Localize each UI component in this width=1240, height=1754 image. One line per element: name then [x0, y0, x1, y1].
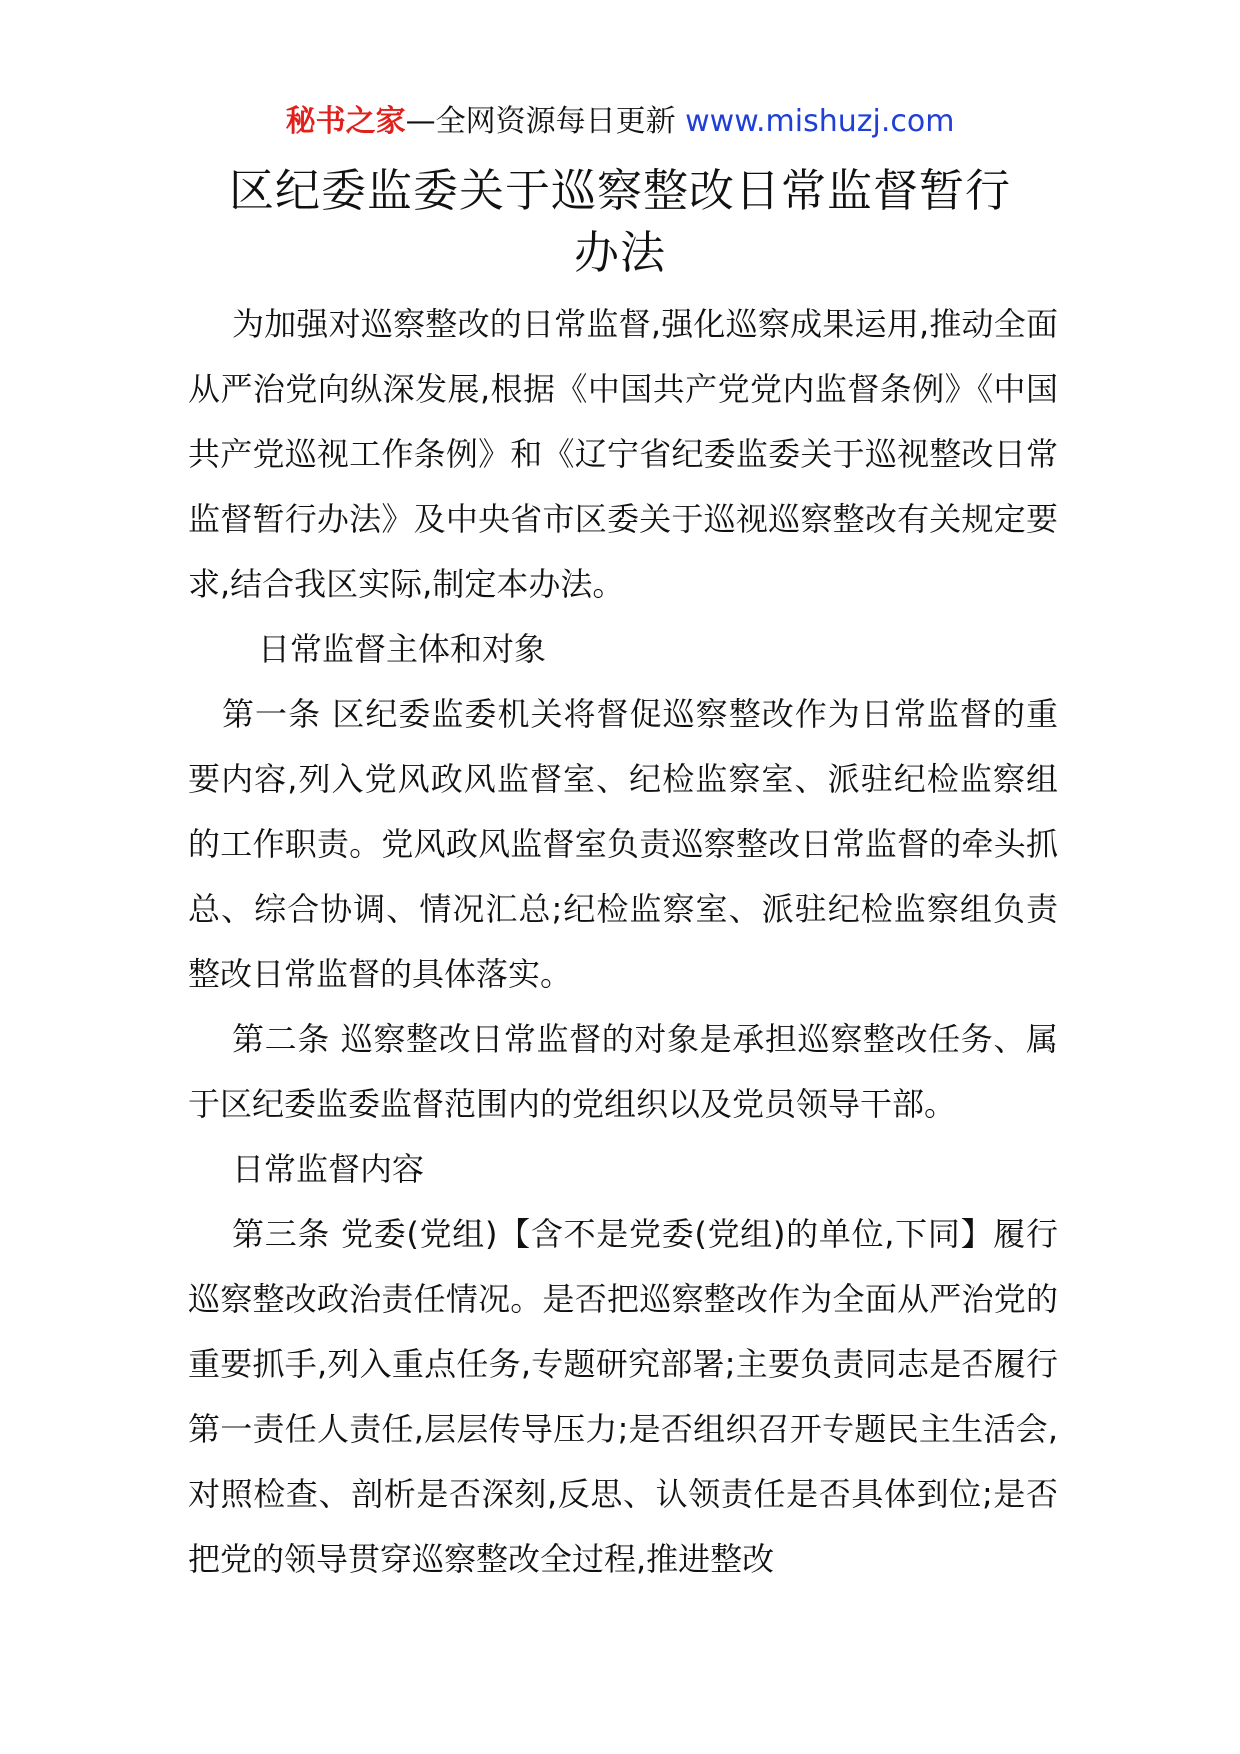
brand-name: 秘书之家	[285, 104, 406, 139]
site-url[interactable]: www.mishuzj.com	[685, 104, 955, 139]
section-heading-subject: 日常监督主体和对象	[258, 630, 547, 668]
document-body	[188, 292, 1058, 1592]
header-tagline: —全网资源每日更新	[405, 104, 676, 139]
article-3: 第三条 党委(党组)【含不是党委(党组)的单位,下同】履行巡察整改政治责任情况。是否把巡察整改作为全面从严治党的重要抓手,列入重点任务,专题研究部署;主要负责同志是否履行第一责任人责任,层层传导压力;是否组织召开专题民主生活会,对照检查、剖析是否深刻,反思、认领责任是否具体到位;是否把党的领导贯穿巡察整改全过程,推进整改	[188, 1215, 1058, 1578]
article-1: 第一条 区纪委监委机关将督促巡察整改作为日常监督的重要内容,列入党风政风监督室、纪检监察室、派驻纪检监察组的工作职责。党风政风监督室负责巡察整改日常监督的牵头抓总、综合协调、情况汇总;纪检监察室、派驻纪检监察组负责整改日常监督的具体落实。	[188, 695, 1058, 993]
title-line-2: 办法	[573, 226, 666, 279]
site-header	[0, 100, 1240, 144]
intro-paragraph: 为加强对巡察整改的日常监督,强化巡察成果运用,推动全面从严治党向纵深发展,根据《中国共产党党内监督条例》《中国共产党巡视工作条例》和《辽宁省纪委监委关于巡视整改日常监督暂行办法》及中央省市区委关于巡视巡察整改有关规定要求,结合我区实际,制定本办法。	[188, 305, 1058, 603]
article-2: 第二条 巡察整改日常监督的对象是承担巡察整改任务、属于区纪委监委监督范围内的党组织以及党员领导干部。	[188, 1020, 1058, 1123]
section-heading-content: 日常监督内容	[232, 1150, 425, 1188]
title-line-1: 区纪委监委关于巡察整改日常监督暂行	[228, 164, 1011, 217]
document-title	[150, 160, 1090, 284]
